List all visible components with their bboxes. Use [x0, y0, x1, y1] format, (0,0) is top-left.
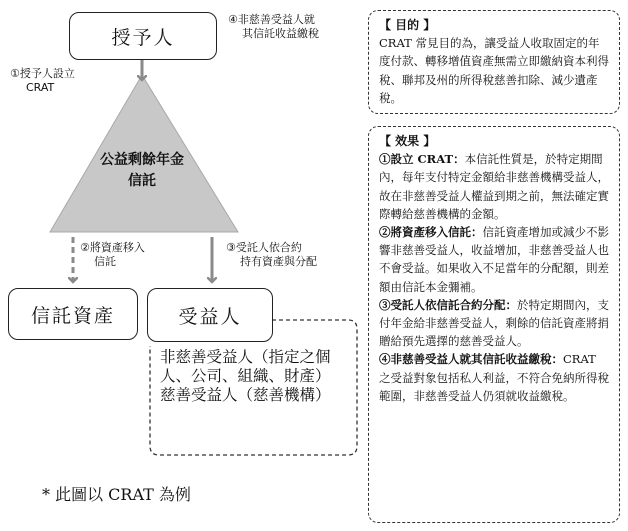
purpose-body: CRAT 常見目的為，讓受益人收取固定的年度付款、轉移增值資產無需立即繳納資本利得稅、聯邦及州的所得稅慈善扣除、減少遺產稅。	[379, 36, 609, 105]
effect-item-1-title: ①設立 CRAT：	[379, 152, 465, 167]
effects-heading: 【 效果 】	[379, 134, 436, 148]
effect-item-4-title: ④非慈善受益人就其信託收益繳稅：	[379, 352, 563, 367]
beneficiary-label: 受益人	[178, 305, 242, 328]
effect-item-4	[379, 350, 609, 405]
grantor-label: 授予人	[111, 26, 175, 49]
effect-item-2-body: 信託資產增加或減少不影響非慈善受益人，收益增加，非慈善受益人也不會受益。如果收入不足當年的分配額，則差額由信託本金彌補。	[379, 225, 609, 294]
triangle-label-line2: 信託	[128, 173, 156, 189]
step4-label	[228, 13, 319, 41]
trust-assets-label: 信託資產	[30, 304, 115, 327]
footnote: * 此圖以 CRAT 為例	[42, 485, 191, 504]
triangle-label-line1: 公益剩餘年金	[100, 152, 184, 168]
effect-item-1	[379, 150, 609, 223]
effect-item-3-title: ③受託人依信託合約分配：	[379, 297, 517, 312]
effect-item-2-title: ②將資產移入信託：	[379, 225, 483, 240]
step2-label	[80, 241, 145, 269]
step4-line2: 其信託收益繳稅	[242, 27, 319, 40]
effect-item-4-body: CRAT 之受益對象包括私人利益，不符合免納所得稅範圍，非慈善受益人仍須就收益繳稅。	[379, 352, 609, 403]
non-charitable-beneficiary: 非慈善受益人（指定之個人、公司、組織、財產）	[160, 348, 331, 385]
step2-line1: ②將資產移入	[80, 241, 145, 254]
step3-line2: 持有資產與分配	[240, 255, 317, 268]
step1-label	[10, 67, 75, 95]
beneficiary-list	[160, 348, 354, 405]
charitable-beneficiary: 慈善受益人（慈善機構）	[160, 386, 331, 404]
effect-item-3	[379, 296, 609, 351]
purpose-box	[368, 10, 620, 114]
step2-line2: 信託	[94, 255, 116, 268]
effect-item-1-body: 本信託性質是，於特定期間內，每年支付特定金額給非慈善機構受益人，故在非慈善受益人權益到期之前，無法確定實際轉給慈善機構的金額。	[379, 152, 609, 221]
beneficiary-node	[147, 288, 273, 342]
triangle-label	[72, 150, 212, 192]
effect-item-2	[379, 223, 609, 296]
trust-assets-node	[8, 288, 138, 340]
step3-label	[226, 241, 317, 269]
step1-line1: ①授予人設立	[10, 67, 75, 80]
effects-box	[368, 126, 620, 523]
step1-line2: CRAT	[26, 81, 55, 94]
step4-line1: ④非慈善受益人就	[228, 13, 315, 26]
grantor-node	[69, 12, 217, 60]
purpose-heading: 【 目的 】	[379, 18, 436, 32]
step3-line1: ③受託人依合約	[226, 241, 302, 254]
effect-item-3-body: 於特定期間內，支付年金給非慈善受益人，剩餘的信託資產將捐贈給預先選擇的慈善受益人。	[379, 297, 609, 349]
